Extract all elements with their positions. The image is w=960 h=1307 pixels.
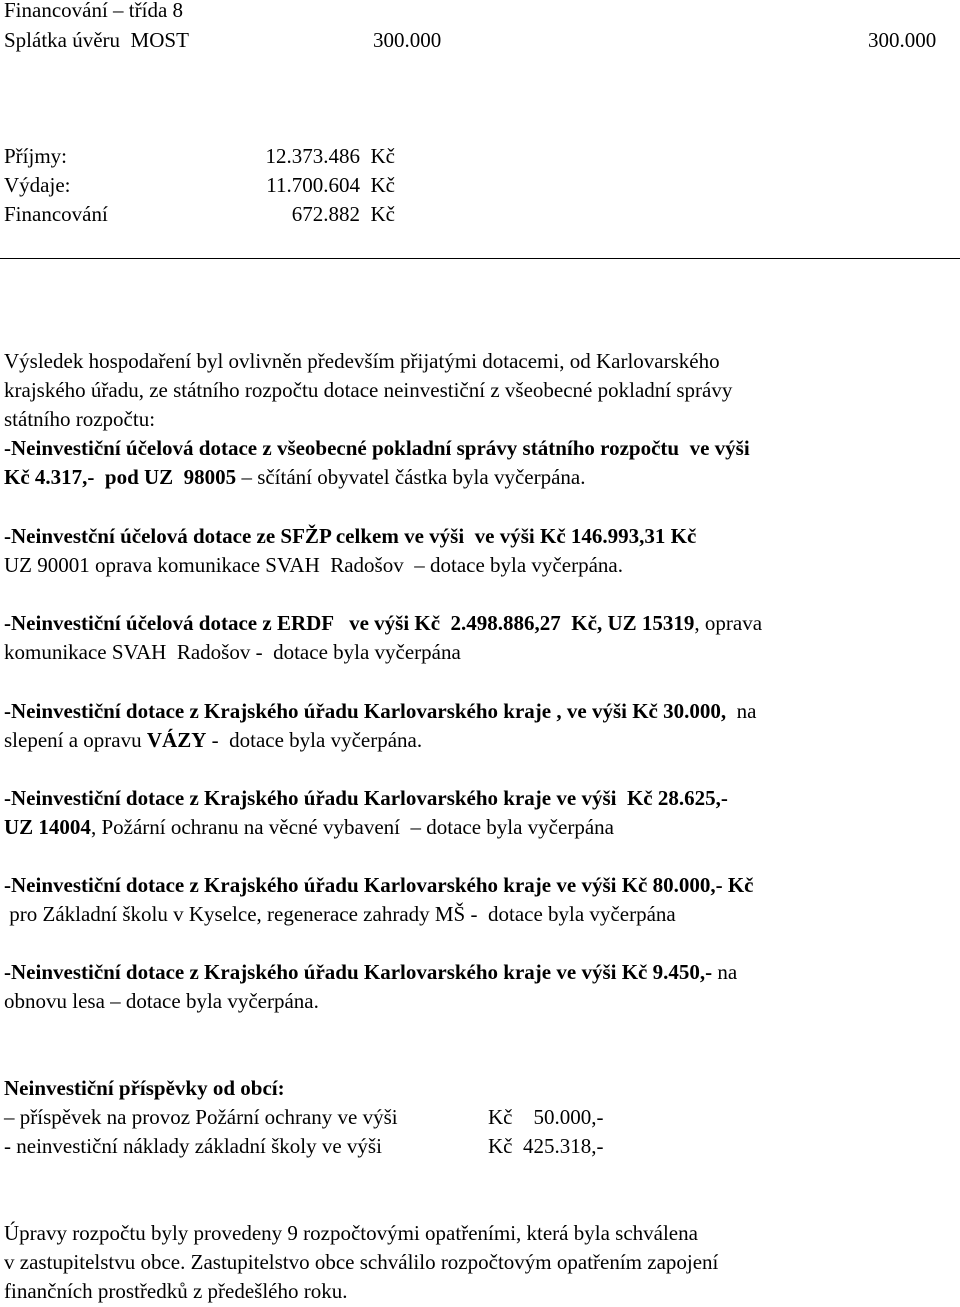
expense-label: Výdaje:	[4, 173, 71, 197]
loan-value-2: 300.000	[868, 28, 937, 52]
loan-label: Splátka úvěru MOST	[4, 28, 189, 52]
grant-3-detail: komunikace SVAH Radošov - dotace byla vyčerpána	[4, 640, 461, 664]
grant-7-title	[4, 958, 737, 987]
income-value: 12.373.486 Kč	[265, 144, 395, 168]
grant-4-text-b: - dotace byla vyčerpána.	[206, 728, 423, 752]
grant-2-title: -Neinvestční účelová dotace ze SFŽP celkem ve výši ve výši Kč 146.993,31 Kč	[4, 524, 697, 548]
contrib-heading: Neinvestiční příspěvky od obcí:	[4, 1076, 285, 1100]
intro-line: Výsledek hospodaření byl ovlivněn především přijatými dotacemi, od Karlovarského	[4, 349, 720, 373]
section-title: Financování – třída 8	[4, 0, 184, 22]
intro-line: státního rozpočtu:	[4, 407, 156, 431]
closing-line: finančních prostředků z předešlého roku.	[4, 1279, 348, 1303]
closing-line: v zastupitelstvu obce. Zastupitelstvo obce schválilo rozpočtovým opatřením zapojení	[4, 1250, 719, 1274]
grant-1-title: -Neinvestiční účelová dotace z všeobecné pokladní správy státního rozpočtu ve výši	[4, 436, 750, 460]
loan-value-1: 300.000	[373, 28, 442, 52]
contrib-amount: Kč 425.318,-	[488, 1134, 604, 1158]
grant-4-vazy: VÁZY	[146, 728, 207, 752]
grant-7-bold: -Neinvestiční dotace z Krajského úřadu Karlovarského kraje ve výši Kč 9.450,-	[4, 960, 713, 984]
contrib-item: – příspěvek na provoz Požární ochrany ve výši	[4, 1105, 398, 1129]
horizontal-rule	[0, 258, 960, 259]
grant-3-suffix: , oprava	[694, 611, 763, 635]
grant-1-detail	[4, 463, 585, 492]
grant-1-text: – sčítání obyvatel částka byla vyčerpána.	[236, 465, 586, 489]
grant-5-text: , Požární ochranu na věcné vybavení – dotace byla vyčerpána	[90, 815, 614, 839]
grant-3-bold: -Neinvestiční účelová dotace z ERDF ve výši Kč 2.498.886,27 Kč, UZ 15319	[4, 611, 695, 635]
financing-value: 672.882 Kč	[291, 202, 395, 226]
closing-line: Úpravy rozpočtu byly provedeny 9 rozpočtovými opatřeními, která byla schválena	[4, 1221, 698, 1245]
grant-7-detail: obnovu lesa – dotace byla vyčerpána.	[4, 989, 319, 1013]
financing-label: Financování	[4, 202, 108, 226]
grant-2-detail: UZ 90001 oprava komunikace SVAH Radošov – dotace byla vyčerpána.	[4, 553, 623, 577]
grant-3-title	[4, 609, 762, 638]
grant-5-code: UZ 14004	[4, 815, 91, 839]
grant-1-code: Kč 4.317,- pod UZ 98005	[4, 465, 237, 489]
grant-6-title: -Neinvestiční dotace z Krajského úřadu Karlovarského kraje ve výši Kč 80.000,- Kč	[4, 873, 754, 897]
grant-4-title	[4, 697, 756, 726]
grant-4-bold: -Neinvestiční dotace z Krajského úřadu Karlovarského kraje , ve výši Kč 30.000,	[4, 699, 727, 723]
grant-4-suffix: na	[726, 699, 757, 723]
grant-7-suffix: na	[712, 960, 738, 984]
income-label: Příjmy:	[4, 144, 68, 168]
grant-5-title: -Neinvestiční dotace z Krajského úřadu Karlovarského kraje ve výši Kč 28.625,-	[4, 786, 728, 810]
grant-6-detail: pro Základní školu v Kyselce, regenerace zahrady MŠ - dotace byla vyčerpána	[4, 902, 676, 926]
grant-5-detail	[4, 813, 614, 842]
grant-4-detail	[4, 726, 422, 755]
contrib-item: - neinvestiční náklady základní školy ve výši	[4, 1134, 382, 1158]
expense-value: 11.700.604 Kč	[266, 173, 395, 197]
contrib-amount: Kč 50.000,-	[488, 1105, 604, 1129]
grant-4-text-a: slepení a opravu	[4, 728, 147, 752]
intro-line: krajského úřadu, ze státního rozpočtu dotace neinvestiční z všeobecné pokladní správy	[4, 378, 733, 402]
